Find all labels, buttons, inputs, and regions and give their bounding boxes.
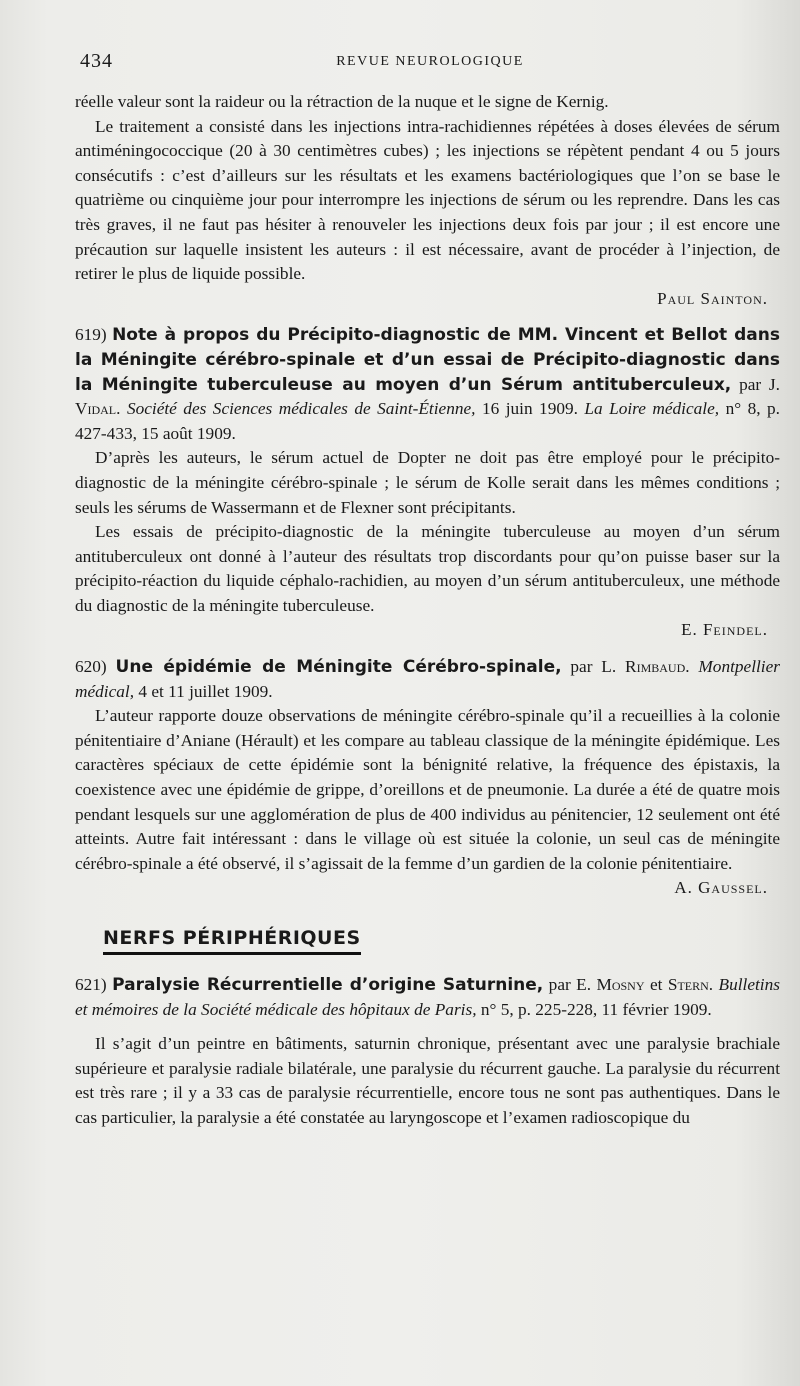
- entry-source: Montpellier médical,: [75, 657, 780, 701]
- entry-author: Rimbaud.: [625, 657, 690, 677]
- entry-620-heading: [75, 655, 780, 704]
- entry-author-1: Mosny: [596, 975, 645, 994]
- section-title: NERFS PÉRIPHÉRIQUES: [103, 927, 361, 955]
- entry-date: 16 juin 1909.: [481, 399, 578, 419]
- entry-ref: n° 8, p. 427-433, 15 août 1909.: [75, 399, 780, 443]
- entry-621-paragraph-1: Il s’agit d’un peintre en bâtiments, saturnin chronique, présentant avec une paralysie brachiale supérieure et paralysie radiale bilatérale, une paralysie du récurrent gauche. La paralysie du récurrent est très rare ; il y a 33 cas de paralysie récurrentielle, encore tous ne sont pas authentiques. Dans le cas particulier, la paralysie a été constatée au laryngoscope et l’examen radioscopique du: [75, 1034, 780, 1127]
- entry-source: Société des Sciences médicales de Saint-Étienne,: [126, 399, 476, 419]
- entry-619-paragraph-1: D’après les auteurs, le sérum actuel de Dopter ne doit pas être employé pour le précipito-diagnostic de la méningite cérébro-spinale ; le sérum de Kolle serait dans les mêmes conditions ; seuls les sérums de Wassermann et de Flexner sont précipitants.: [75, 448, 780, 517]
- intro-paragraph: Le traitement a consisté dans les injections intra-rachidiennes répétées à doses élevées de sérum antiméningococcique (20 à 30 centimètres cubes) ; les injections se répètent pendant 4 ou 5 jours consécutifs : c’est d’ailleurs sur les résultats et les examens bactériologiques que l’on se base le quatrième ou cinquième jour pour interrompre les injections de sérum ou les reprendre. Dans les cas très graves, il ne faut pas hésiter à renouveler les injections deux fois par jour ; il est encore une précaution sur laquelle insistent les auteurs : il est nécessaire, avant de procéder à l’injection, de retirer le plus de liquide possible.: [75, 116, 780, 284]
- entry-619-paragraph-2: Les essais de précipito-diagnostic de la méningite tuberculeuse au moyen d’un sérum antituberculeux ont donné à l’auteur des résultats trop discordants pour qu’on puisse baser sur la précipito-réaction du liquide céphalo-rachidien, au moyen d’un sérum antituberculeux, une méthode du diagnostic de la méningite tuberculeuse.: [75, 522, 780, 615]
- entry-ref: 4 et 11 juillet 1909.: [138, 681, 273, 701]
- entry-par: par L.: [570, 657, 617, 677]
- entry-et: et: [649, 975, 663, 994]
- entry-author-2: Stern.: [667, 975, 714, 994]
- entry-journal: La Loire médicale,: [584, 399, 720, 419]
- entry-author: Vidal.: [75, 399, 121, 419]
- entry-title: Une épidémie de Méningite Cérébro-spinale,: [115, 657, 562, 678]
- entry-number: 621): [75, 975, 107, 994]
- page-header: [80, 50, 780, 74]
- running-title: REVUE NEUROLOGIQUE: [336, 54, 524, 69]
- entry-620-signature: A. Gaussel.: [674, 878, 768, 898]
- entry-620-paragraph-1: L’auteur rapporte douze observations de méningite cérébro-spinale qu’il a recueillies à la colonie pénitentiaire d’Aniane (Hérault) et les compare au tableau classique de la méningite épidémique. Les caractères spéciaux de cette épidémie sont la bénignité relative, la fréquence des épistaxis, la coexistence avec une épidémie de grippe, d’oreillons et de pneumonie. La durée a été de quatre mois pendant lesquels sur une agglomération de plus de 400 individus au pénitencier, 12 seulement ont été atteints. Autre fait intéressant : dans le village où est située la colonie, un seul cas de méningite cérébro-spinale a été observé, il s’agissait de la femme d’un gardien de la colonie pénitentiaire.: [75, 706, 780, 873]
- entry-number: 620): [75, 657, 107, 677]
- entry-619: [75, 323, 780, 643]
- intro-continued-line: réelle valeur sont la raideur ou la rétraction de la nuque et le signe de Kernig.: [75, 92, 609, 111]
- entry-par: par J.: [739, 374, 780, 394]
- entry-621: [75, 973, 780, 1131]
- entry-621-heading: [75, 973, 780, 1022]
- entry-ref: n° 5, p. 225-228, 11 février 1909.: [480, 999, 712, 1019]
- page-content: [75, 90, 780, 1131]
- entry-par: par E.: [548, 975, 592, 994]
- entry-title: Note à propos du Précipito-diagnostic de MM. Vincent et Bellot dans la Méningite cérébro-spinale et d’un essai de Précipito-diagnostic dans la Méningite tuberculeuse au moyen d’un Sérum antituberculeux,: [75, 325, 780, 395]
- entry-619-heading: [75, 323, 780, 446]
- entry-source: Bulletins et mémoires de la Société médicale des hôpitaux de Paris,: [75, 975, 780, 1019]
- entry-title: Paralysie Récurrentielle d’origine Saturnine,: [112, 975, 544, 995]
- entry-619-signature: E. Feindel.: [681, 620, 768, 640]
- page-number: 434: [80, 50, 113, 72]
- section-heading: [103, 927, 780, 955]
- entry-number: 619): [75, 325, 107, 345]
- entry-620: [75, 655, 780, 901]
- intro-signature: Paul Sainton.: [657, 288, 768, 308]
